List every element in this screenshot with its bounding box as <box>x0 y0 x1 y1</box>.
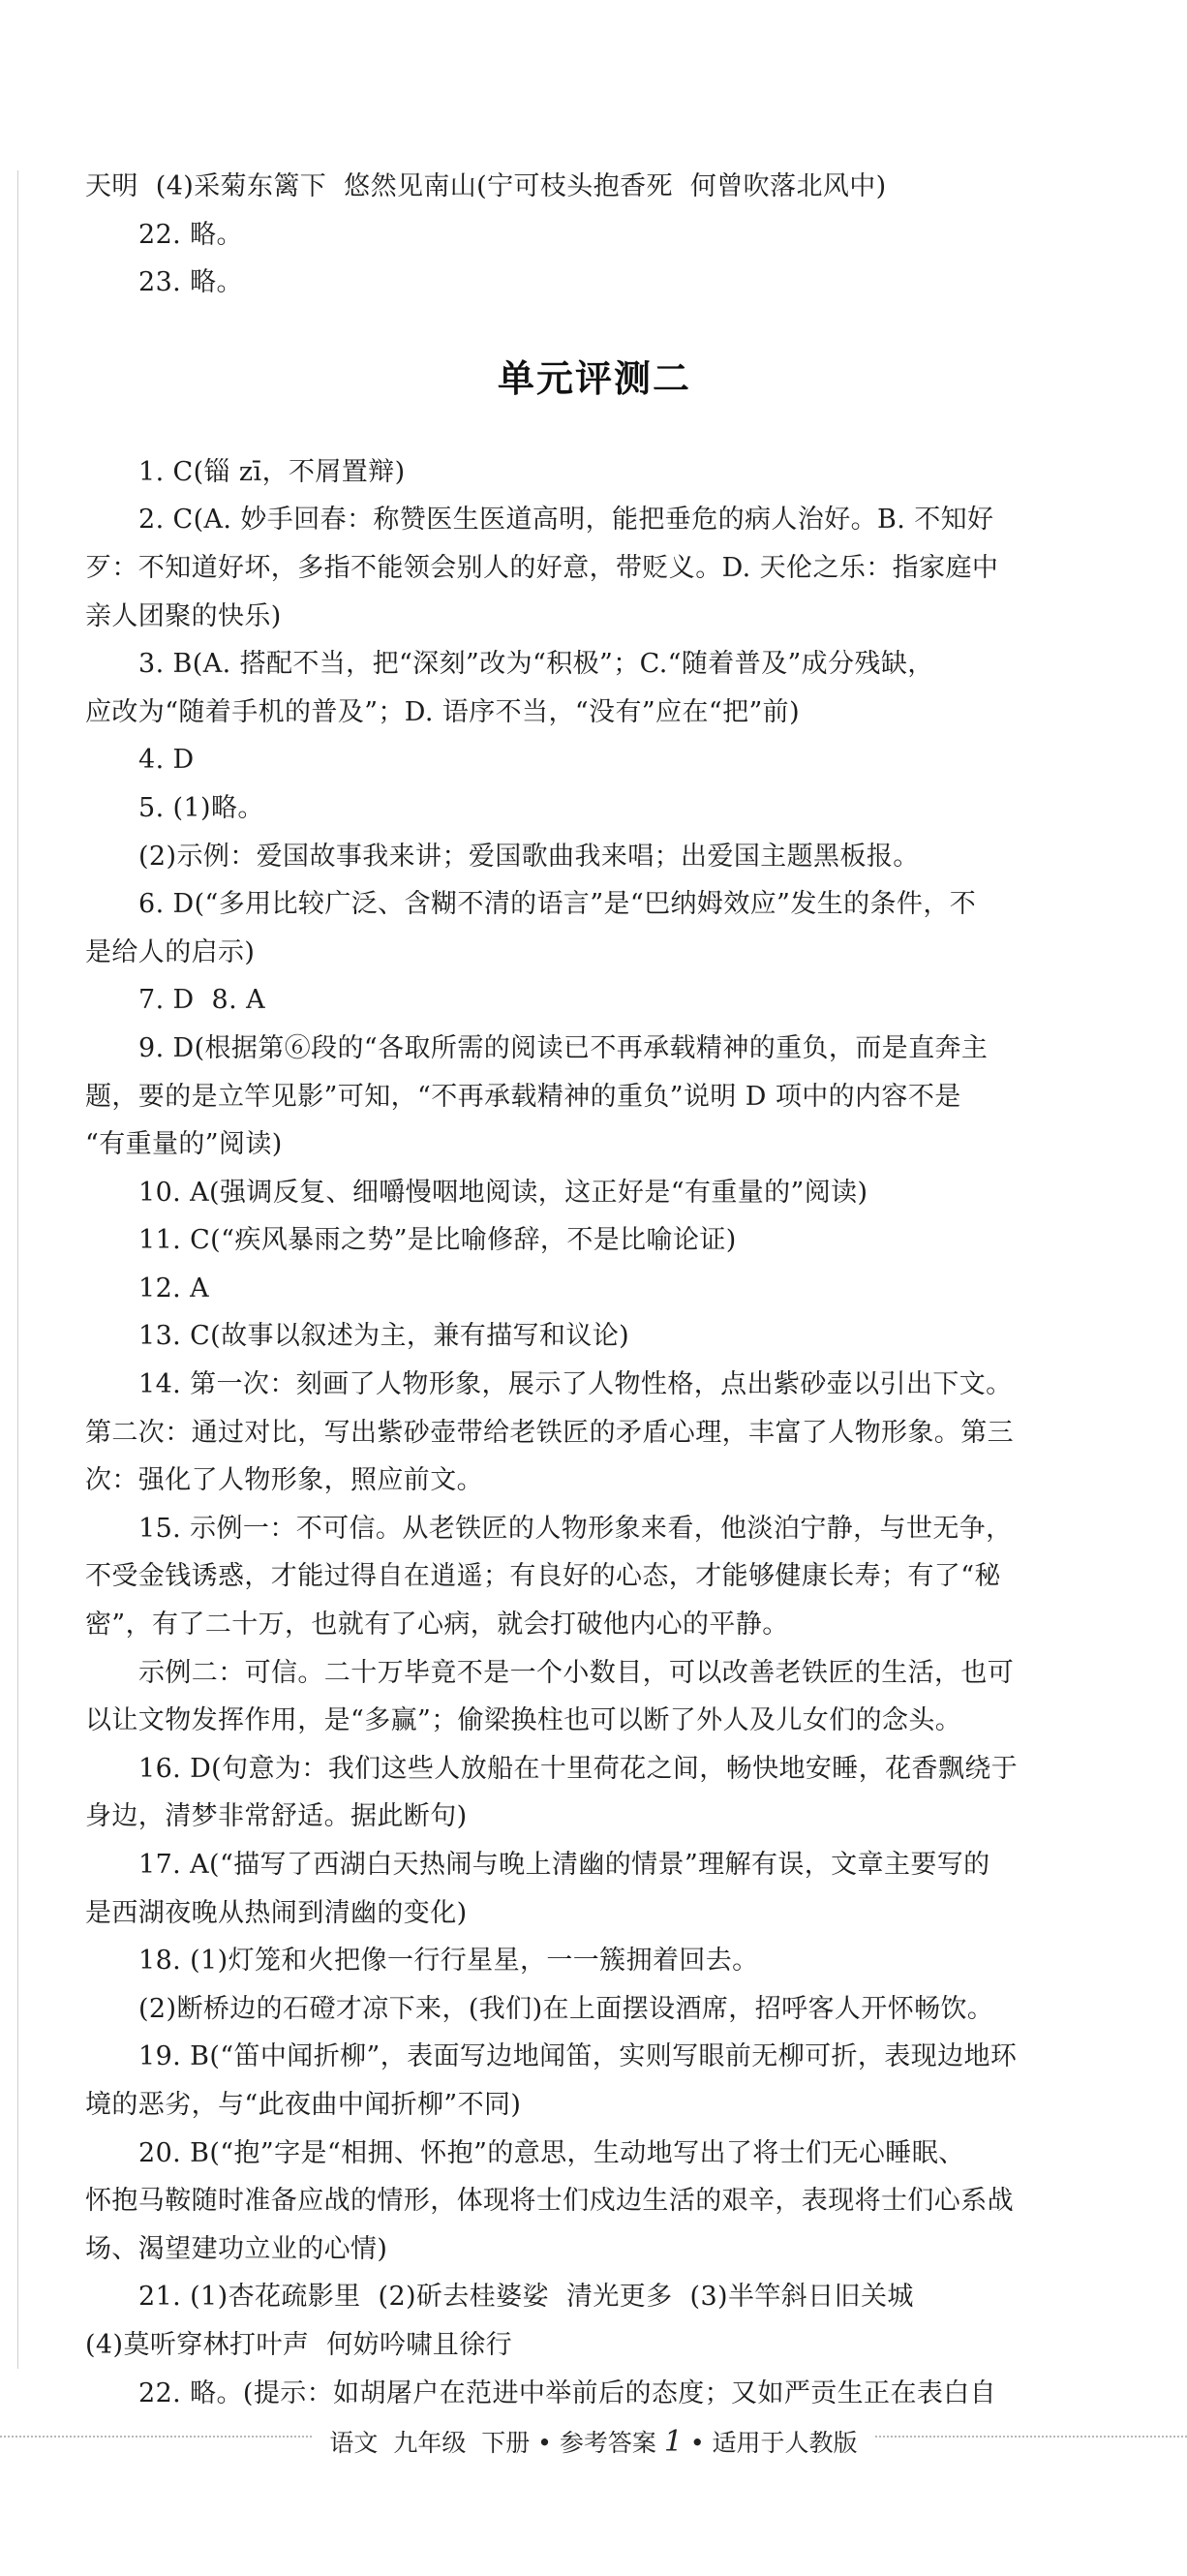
text-line: 怀抱马鞍随时准备应战的情形，体现将士们戍边生活的艰辛，表现将士们心系战 <box>85 2186 1014 2217</box>
text-line: 23. 略。 <box>138 267 243 298</box>
answer-7-8: 7. D 8. A <box>138 985 265 1016</box>
answer-14: 14. 第一次：刻画了人物形象，展示了人物性格，点出紫砂壶以引出下文。 <box>138 1369 1013 1400</box>
page-number: 1 <box>663 2425 683 2459</box>
answer-21: 21. (1)杏花疏影里 (2)斫去桂婆娑 清光更多 (3)半竿斜日旧关城 <box>138 2282 914 2313</box>
text-line: 不受金钱诱惑，才能过得自在逍遥；有良好的心态，才能够健康长寿；有了“秘 <box>85 1561 1001 1592</box>
footer-text: 语文 九年级 下册 • 参考答案 <box>329 2429 656 2457</box>
answer-3: 3. B(A. 搭配不当，把“深刻”改为“积极”；C.“随着普及”成分残缺， <box>138 649 934 680</box>
answer-content <box>85 163 1104 2417</box>
answer-4: 4. D <box>138 745 195 776</box>
text-line: (4)莫听穿林打叶声 何妨吟啸且徐行 <box>85 2329 513 2360</box>
margin-rule <box>17 170 18 2369</box>
answer-5: 5. (1)略。 <box>138 792 264 823</box>
text-line: 天明 (4)采菊东篱下 悠然见南山(宁可枝头抱香死 何曾吹落北风中) <box>85 171 887 201</box>
text-line: 第二次：通过对比，写出紫砂壶带给老铁匠的矛盾心理，丰富了人物形象。第三 <box>85 1417 1014 1448</box>
section-title: 单元评测二 <box>497 356 691 400</box>
answer-18: 18. (1)灯笼和火把像一行行星星，一一簇拥着回去。 <box>138 1946 759 1977</box>
text-line: (2)示例：爱国故事我来讲；爱国歌曲我来唱；出爱国主题黑板报。 <box>138 841 920 872</box>
answer-15: 15. 示例一：不可信。从老铁匠的人物形象来看，他淡泊宁静，与世无争， <box>138 1513 1013 1544</box>
text-line: 密”，有了二十万，也就有了心病，就会打破他内心的平静。 <box>85 1610 789 1641</box>
text-line: “有重量的”阅读) <box>85 1129 283 1160</box>
text-line: 场、渴望建功立业的心情) <box>85 2233 388 2264</box>
text-line: 题，要的是立竿见影”可知，“不再承载精神的重负”说明 D 项中的内容不是 <box>85 1081 961 1112</box>
answer-6: 6. D(“多用比较广泛、含糊不清的语言”是“巴纳姆效应”发生的条件，不 <box>138 889 977 920</box>
answer-17: 17. A(“描写了西湖白天热闹与晚上清幽的情景”理解有误，文章主要写的 <box>138 1850 990 1880</box>
text-line: 应改为“随着手机的普及”；D. 语序不当，“没有”应在“把”前) <box>85 696 801 727</box>
text-line: 身边，清梦非常舒适。据此断句) <box>85 1801 468 1832</box>
text-line: 是西湖夜晚从热闹到清幽的变化) <box>85 1897 468 1928</box>
answer-16: 16. D(句意为：我们这些人放船在十里荷花之间，畅快地安睡，花香飘绕于 <box>138 1753 1019 1784</box>
text-line: (2)断桥边的石磴才凉下来，(我们)在上面摆设酒席，招呼客人开怀畅饮。 <box>138 1993 994 2024</box>
answer-12: 12. A <box>138 1273 210 1303</box>
answer-19: 19. B(“笛中闻折柳”，表面写边地闻笛，实则写眼前无柳可折，表现边地环 <box>138 2041 1018 2072</box>
text-line: 境的恶劣，与“此夜曲中闻折柳”不同) <box>85 2089 522 2120</box>
answer-11: 11. C(“疾风暴雨之势”是比喻修辞，不是比喻论证) <box>138 1225 737 1256</box>
answer-22: 22. 略。(提示：如胡屠户在范进中举前后的态度；又如严贡生正在表白自 <box>138 2377 997 2408</box>
text-line: 以让文物发挥作用，是“多赢”；偷梁换柱也可以断了外人及儿女们的念头。 <box>85 1705 962 1736</box>
text-line: 是给人的启示) <box>85 936 256 967</box>
answer-20: 20. B(“抱”字是“相拥、怀抱”的意思，生动地写出了将士们无心睡眠、 <box>138 2137 965 2168</box>
text-line: 歹：不知道好坏，多指不能领会别人的好意，带贬义。D. 天伦之乐：指家庭中 <box>85 552 999 583</box>
answer-1: 1. C(锱 zī，不屑置辩) <box>138 456 406 487</box>
text-line: 22. 略。 <box>138 219 243 250</box>
answer-10: 10. A(强调反复、细嚼慢咽地阅读，这正好是“有重量的”阅读) <box>138 1177 868 1208</box>
answer-2: 2. C(A. 妙手回春：称赞医生医道高明，能把垂危的病人治好。B. 不知好 <box>138 505 994 536</box>
page-footer <box>0 2423 1187 2463</box>
answer-13: 13. C(故事以叙述为主，兼有描写和议论) <box>138 1321 630 1352</box>
text-line: 亲人团聚的快乐) <box>85 600 282 631</box>
answer-9: 9. D(根据第⑥段的“各取所需的阅读已不再承载精神的重负，而是直奔主 <box>138 1032 989 1063</box>
footer-suffix: • 适用于人教版 <box>689 2429 858 2457</box>
text-line: 次：强化了人物形象，照应前文。 <box>85 1465 483 1496</box>
text-line: 示例二：可信。二十万毕竟不是一个小数目，可以改善老铁匠的生活，也可 <box>138 1657 1015 1688</box>
